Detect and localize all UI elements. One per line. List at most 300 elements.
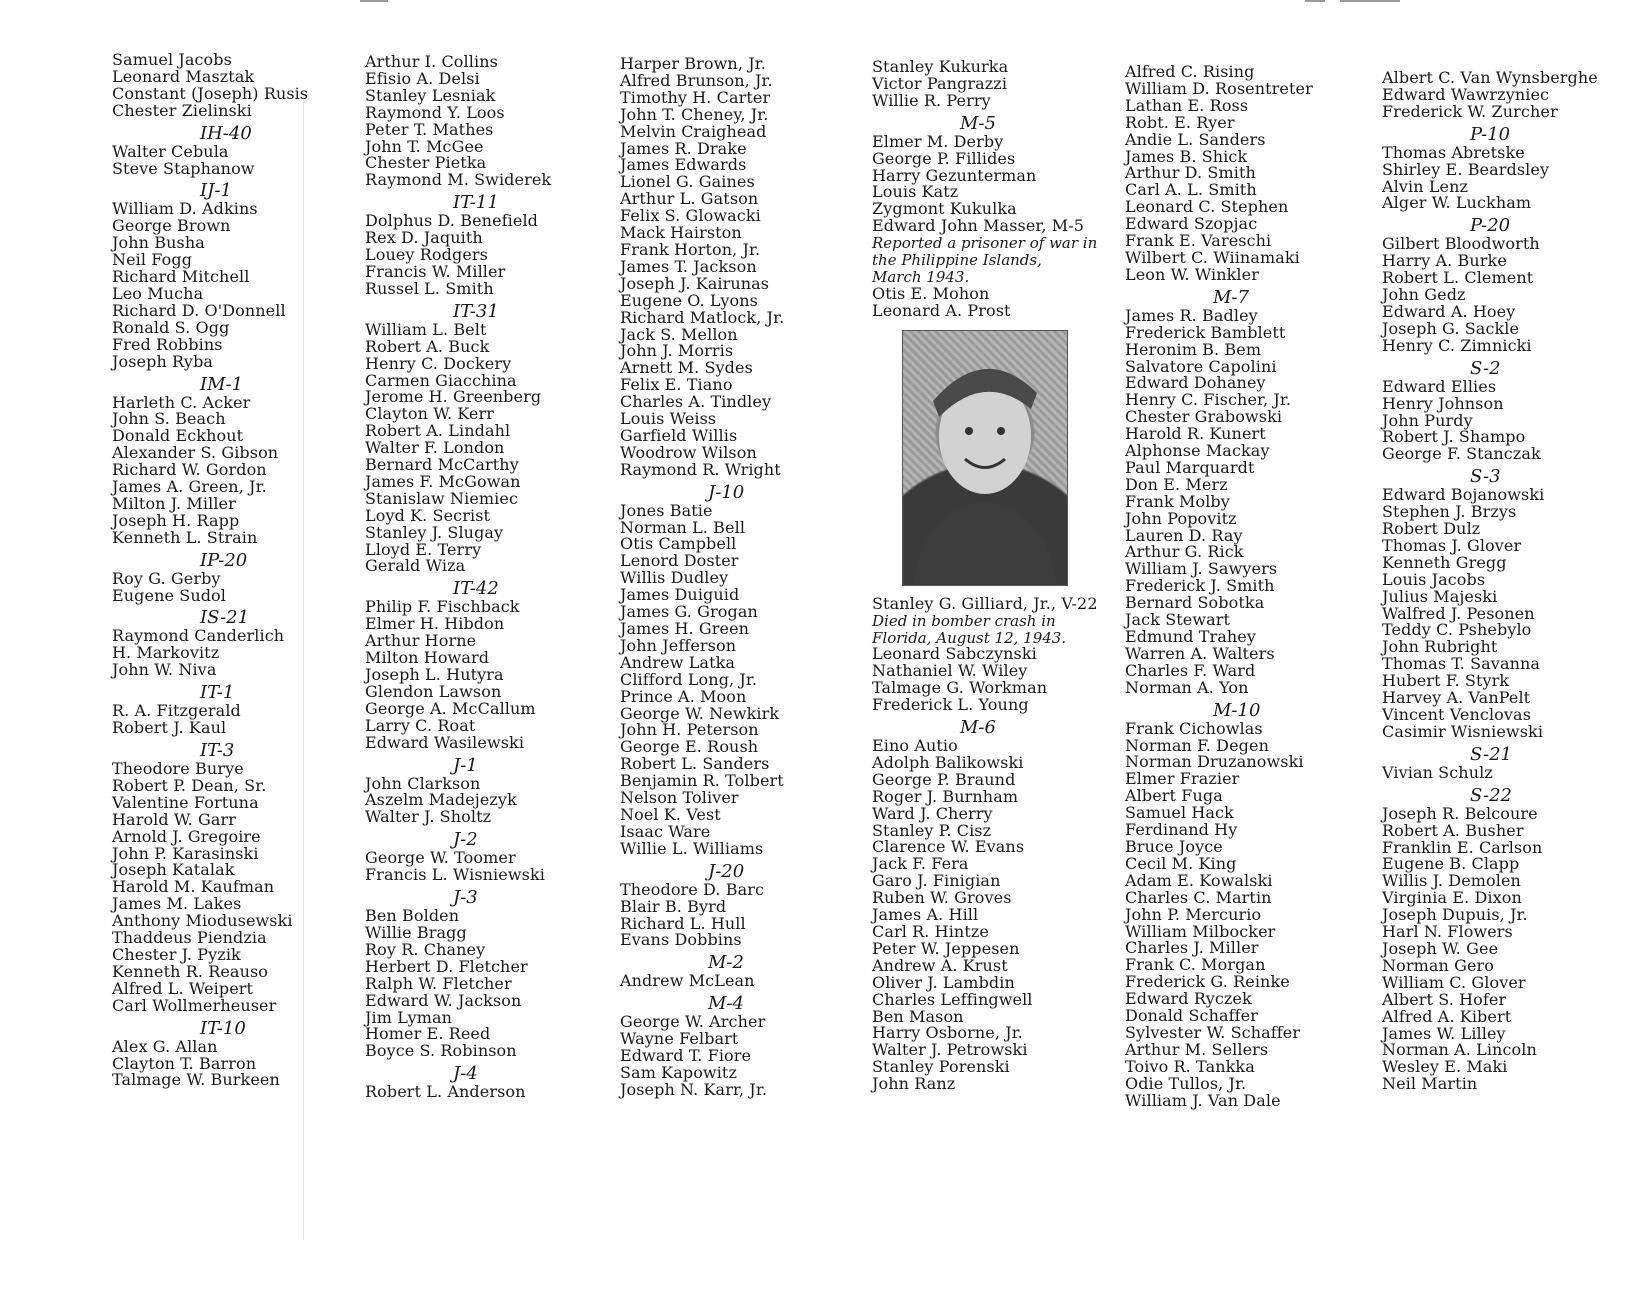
person-name: Chester J. Pyzik xyxy=(112,944,241,964)
person-name: Willie L. Williams xyxy=(620,838,764,858)
name-column-6 xyxy=(1382,70,1632,1093)
person-name: Philip F. Fischback xyxy=(365,597,520,617)
person-name: Leonard A. Prost xyxy=(872,300,1011,320)
person-name: James H. Green xyxy=(620,619,750,638)
person-name: Andrew Latka xyxy=(620,652,736,672)
person-name: John J. Morris xyxy=(620,341,734,361)
person-name: Clayton T. Barron xyxy=(112,1053,257,1073)
person-name: Henry C. Zimnicki xyxy=(1382,335,1532,355)
person-name: Talmage G. Workman xyxy=(872,678,1048,698)
unit-heading: IH-40 xyxy=(200,122,252,144)
person-name: Melvin Craighead xyxy=(620,121,767,141)
person-name: Alphonse Mackay xyxy=(1125,441,1270,461)
person-name: Robt. E. Ryer xyxy=(1125,112,1235,132)
person-name: John Gedz xyxy=(1382,285,1466,305)
person-name: Richard Matlock, Jr. xyxy=(620,307,785,327)
unit-heading: J-1 xyxy=(453,754,478,776)
person-name: Ferdinand Hy xyxy=(1125,820,1238,840)
person-name: Eugene B. Clapp xyxy=(1382,854,1520,874)
person-name: Zygmont Kukulka xyxy=(872,199,1017,219)
person-name: Edward Ellies xyxy=(1382,376,1497,396)
unit-heading: IJ-1 xyxy=(200,180,232,202)
person-name: William C. Glover xyxy=(1382,972,1526,992)
person-name: Edward Szopjac xyxy=(1125,214,1258,234)
person-name: Gilbert Bloodworth xyxy=(1382,234,1540,254)
person-name: Joseph R. Belcoure xyxy=(1382,803,1538,823)
person-name: James G. Grogan xyxy=(620,602,758,622)
unit-heading: IT-10 xyxy=(200,1017,246,1039)
person-name: Albert C. Van Wynsberghe xyxy=(1382,68,1598,87)
person-name: Clifford Long, Jr. xyxy=(620,669,758,689)
person-name: Arthur M. Sellers xyxy=(1125,1039,1269,1059)
person-name: William J. Sawyers xyxy=(1125,559,1278,579)
person-name: Joseph L. Hutyra xyxy=(365,665,504,684)
person-name: George E. Roush xyxy=(620,737,759,757)
unit-heading: S-21 xyxy=(1470,743,1512,765)
person-name: Walter J. Petrowski xyxy=(872,1040,1028,1060)
person-name: Frank Molby xyxy=(1125,491,1230,511)
person-name: Edward Dohaney xyxy=(1125,373,1266,393)
person-name: James W. Lilley xyxy=(1382,1023,1506,1043)
person-name: Shirley E. Beardsley xyxy=(1382,159,1550,179)
person-name: Joseph N. Karr, Jr. xyxy=(620,1079,768,1099)
person-name: Otis E. Mohon xyxy=(872,283,990,303)
person-name: Jack S. Mellon xyxy=(620,324,738,344)
person-name: Bernard McCarthy xyxy=(365,455,519,475)
person-name: Robert L. Clement xyxy=(1382,268,1534,288)
person-name: Harold R. Kunert xyxy=(1125,424,1266,444)
unit-heading: M-7 xyxy=(1213,286,1249,308)
person-name: Alfred A. Kibert xyxy=(1382,1006,1512,1026)
unit-heading: J-3 xyxy=(453,887,478,909)
person-name: Harry Gezunterman xyxy=(872,165,1037,185)
person-name: John Busha xyxy=(112,233,205,253)
person-name: Neil Martin xyxy=(1382,1074,1478,1094)
person-name: Julius Majeski xyxy=(1382,586,1498,606)
person-name: Ronald S. Ogg xyxy=(112,317,230,337)
person-name: Frank Horton, Jr. xyxy=(620,239,761,259)
person-name: Harvey A. VanPelt xyxy=(1382,688,1531,708)
person-name: Frank Cichowlas xyxy=(1125,718,1263,738)
person-name: Paul Marquardt xyxy=(1125,457,1255,477)
person-name: Jack F. Fera xyxy=(872,854,969,874)
person-name: Prince A. Moon xyxy=(620,686,747,706)
person-name: Chester Pietka xyxy=(365,153,487,173)
person-name: Nelson Toliver xyxy=(620,788,739,808)
person-name: John T. Cheney, Jr. xyxy=(620,104,769,124)
unit-heading: S-3 xyxy=(1470,466,1501,488)
person-name: Carl Wollmerheuser xyxy=(112,995,277,1015)
caption-note: March 1943. xyxy=(872,267,970,286)
person-name: John Jefferson xyxy=(620,635,737,655)
person-name: Thomas J. Glover xyxy=(1382,535,1522,555)
unit-heading: J-10 xyxy=(708,481,745,503)
person-name: Robert A. Buck xyxy=(365,336,490,356)
person-name: Robert J. Shampo xyxy=(1382,427,1526,447)
person-name: Ben Bolden xyxy=(365,906,460,926)
person-name: James A. Hill xyxy=(872,905,979,925)
person-name: Arthur G. Rick xyxy=(1125,542,1244,562)
person-name: Stanley Kukurka xyxy=(872,57,1009,76)
person-name: Walter J. Sholtz xyxy=(365,807,492,827)
person-name: George F. Stanczak xyxy=(1382,444,1541,464)
person-name: William D. Rosentreter xyxy=(1125,78,1313,98)
person-name: Leonard C. Stephen xyxy=(1125,197,1289,217)
person-name: James Edwards xyxy=(620,155,747,175)
unit-heading: IT-3 xyxy=(200,740,235,761)
person-name: Edward Ryczek xyxy=(1125,989,1252,1009)
person-name: John Clarkson xyxy=(365,773,481,793)
person-name: Garfield Willis xyxy=(620,425,738,445)
person-name: Jerome H. Greenberg xyxy=(365,387,542,407)
person-name: Carmen Giacchina xyxy=(365,370,517,390)
person-name: Samuel Hack xyxy=(1125,803,1234,823)
person-name: Louey Rodgers xyxy=(365,245,488,265)
unit-heading: J-20 xyxy=(708,860,745,882)
unit-heading: S-22 xyxy=(1470,784,1512,806)
person-name: Joseph H. Rapp xyxy=(112,510,240,530)
person-name: Sylvester W. Schaffer xyxy=(1125,1022,1301,1042)
person-name: Henry Johnson xyxy=(1382,393,1504,413)
unit-heading: P-20 xyxy=(1470,215,1511,237)
person-name: Norman L. Bell xyxy=(620,517,746,537)
person-name: Wilbert C. Wiinamaki xyxy=(1125,247,1300,267)
person-name: Chester Grabowski xyxy=(1125,407,1283,427)
person-name: Dolphus D. Benefield xyxy=(365,211,539,231)
person-name: Homer E. Reed xyxy=(365,1024,491,1044)
person-name: James B. Shick xyxy=(1125,146,1248,166)
person-name: Walter F. London xyxy=(365,438,505,458)
person-name: Norman F. Degen xyxy=(1125,735,1269,755)
person-name: Aszelm Madejezyk xyxy=(365,790,517,810)
person-name: George P. Fillides xyxy=(872,148,1016,168)
soldier-portrait-photo xyxy=(902,330,1068,586)
person-name: Harold W. Garr xyxy=(112,809,237,829)
name-column-3 xyxy=(620,56,870,1099)
person-name: Joseph G. Sackle xyxy=(1382,318,1520,338)
person-name: Edmund Trahey xyxy=(1125,627,1257,646)
person-name: Thomas T. Savanna xyxy=(1382,654,1541,674)
person-name: Louis Jacobs xyxy=(1382,569,1486,589)
person-name: Frank C. Morgan xyxy=(1125,955,1266,975)
person-name: Noel K. Vest xyxy=(620,804,721,824)
person-name: Edward W. Jackson xyxy=(365,990,522,1010)
person-name: Robert L. Anderson xyxy=(365,1082,526,1102)
person-name: Felix E. Tiano xyxy=(620,375,733,395)
person-name: Harold M. Kaufman xyxy=(112,877,275,897)
person-name: Wesley E. Maki xyxy=(1382,1057,1508,1077)
person-name: John H. Peterson xyxy=(620,720,759,740)
person-name: Lloyd E. Terry xyxy=(365,539,482,559)
person-name: Louis Weiss xyxy=(620,409,717,429)
person-name: Stanley G. Gilliard, Jr., V-22 xyxy=(872,593,1098,613)
person-name: Richard D. O'Donnell xyxy=(112,300,286,320)
person-name: Andrew McLean xyxy=(620,971,755,991)
person-name: Jim Lyman xyxy=(365,1007,453,1027)
person-name: Kenneth L. Strain xyxy=(112,527,258,547)
person-name: Milton Howard xyxy=(365,648,490,668)
person-name: Jack Stewart xyxy=(1125,610,1231,630)
person-name: Eugene O. Lyons xyxy=(620,290,758,310)
person-name: Joseph Katalak xyxy=(112,860,235,880)
person-name: Francis L. Wisniewski xyxy=(365,865,545,885)
person-name: Edward Wasilewski xyxy=(365,732,525,752)
person-name: Willie R. Perry xyxy=(872,90,991,110)
person-name: Warren A. Walters xyxy=(1125,643,1275,663)
person-name: Roger J. Burnham xyxy=(872,786,1019,806)
person-name: Fred Robbins xyxy=(112,334,223,354)
person-name: Carl A. L. Smith xyxy=(1125,180,1257,200)
person-name: Charles F. Ward xyxy=(1125,660,1256,680)
person-name: James R. Badley xyxy=(1125,305,1258,325)
person-name: Raymond M. Swiderek xyxy=(365,170,552,190)
person-name: James F. McGowan xyxy=(365,471,521,491)
person-name: Edward A. Hoey xyxy=(1382,301,1516,321)
person-name: Robert P. Dean, Sr. xyxy=(112,775,267,795)
person-name: Arthur L. Gatson xyxy=(620,189,759,209)
person-name: Talmage W. Burkeen xyxy=(112,1070,280,1090)
person-name: George W. Newkirk xyxy=(620,703,780,723)
person-name: Mack Hairston xyxy=(620,223,742,243)
person-name: Victor Pangrazzi xyxy=(872,73,1008,93)
unit-heading: M-10 xyxy=(1213,699,1261,721)
person-name: Adam E. Kowalski xyxy=(1125,870,1273,890)
person-name: Toivo R. Tankka xyxy=(1125,1056,1255,1076)
person-name: Franklin E. Carlson xyxy=(1382,837,1543,857)
person-name: Joseph Ryba xyxy=(112,351,214,371)
person-name: Alfred Brunson, Jr. xyxy=(620,70,773,90)
person-name: Efisio A. Delsi xyxy=(365,68,480,88)
person-name: Norman A. Lincoln xyxy=(1382,1040,1537,1060)
person-name: Norman A. Yon xyxy=(1125,677,1249,697)
person-name: Carl R. Hintze xyxy=(872,922,989,941)
person-name: Stanley Lesniak xyxy=(365,85,496,105)
person-name: Frederick J. Smith xyxy=(1125,576,1275,596)
person-name: Oliver J. Lambdin xyxy=(872,972,1015,992)
person-name: Lenord Doster xyxy=(620,551,739,571)
person-name: John Ranz xyxy=(872,1074,956,1094)
person-name: Adolph Balikowski xyxy=(872,752,1024,772)
person-name: Walfred J. Pesonen xyxy=(1382,603,1535,623)
person-name: Teddy C. Pshebylo xyxy=(1382,620,1532,640)
person-name: Chester Zielinski xyxy=(112,100,252,120)
person-name: Leonard Sabczynski xyxy=(872,644,1037,664)
person-name: Frederick L. Young xyxy=(872,695,1029,715)
person-name: Arthur Horne xyxy=(365,631,477,651)
person-name: Stanley Porenski xyxy=(872,1057,1010,1077)
person-name: Blair B. Byrd xyxy=(620,896,727,916)
person-name: Casimir Wisniewski xyxy=(1382,721,1544,741)
person-name: Kenneth R. Reauso xyxy=(112,961,269,981)
person-name: John T. McGee xyxy=(365,136,484,156)
person-name: George W. Archer xyxy=(620,1012,766,1032)
person-name: James R. Drake xyxy=(620,138,747,158)
person-name: Richard L. Hull xyxy=(620,913,746,933)
name-column-1 xyxy=(112,52,362,1089)
person-name: Arnett M. Sydes xyxy=(620,358,753,378)
person-name: Ben Mason xyxy=(872,1006,964,1026)
person-name: Harry A. Burke xyxy=(1382,251,1507,271)
person-name: Clarence W. Evans xyxy=(872,837,1025,857)
person-name: Robert A. Busher xyxy=(1382,820,1524,840)
person-name: Walter Cebula xyxy=(112,141,229,161)
person-name: Jones Batie xyxy=(620,500,713,520)
unit-heading: IP-20 xyxy=(200,549,248,571)
caption-note: Reported a prisoner of war in xyxy=(872,234,1098,253)
person-name: Gerald Wiza xyxy=(365,556,466,576)
person-name: Frederick Bamblett xyxy=(1125,322,1286,342)
person-name: Andie L. Sanders xyxy=(1125,129,1266,149)
person-name: Joseph W. Gee xyxy=(1382,938,1499,958)
caption-note: Florida, August 12, 1943. xyxy=(872,628,1067,647)
person-name: Bruce Joyce xyxy=(1125,836,1223,856)
person-name: Lionel G. Gaines xyxy=(620,172,755,192)
person-name: Kenneth Gregg xyxy=(1382,552,1507,572)
person-name: Alex G. Allan xyxy=(112,1036,218,1056)
person-name: Edward Wawrzyniec xyxy=(1382,84,1550,104)
person-name: Samuel Jacobs xyxy=(112,50,232,69)
person-name: Charles Leffingwell xyxy=(872,989,1033,1009)
person-name: Eino Autio xyxy=(872,736,958,756)
person-name: Isaac Ware xyxy=(620,821,711,841)
caption-note: Died in bomber crash in xyxy=(872,611,1056,630)
person-name: Harry Osborne, Jr. xyxy=(872,1023,1023,1043)
person-name: Stanley P. Cisz xyxy=(872,820,992,840)
person-name: Steve Staphanow xyxy=(112,158,255,178)
person-name: Odie Tullos, Jr. xyxy=(1125,1073,1247,1093)
person-name: Ralph W. Fletcher xyxy=(365,973,512,993)
person-name: Otis Campbell xyxy=(620,534,737,554)
person-name: Loyd K. Secrist xyxy=(365,505,491,525)
person-name: William Milbocker xyxy=(1125,921,1276,941)
person-name: Wayne Felbart xyxy=(620,1029,739,1049)
person-name: Elmer Frazier xyxy=(1125,769,1240,789)
person-name: Arthur I. Collins xyxy=(365,52,498,71)
person-name: Robert Dulz xyxy=(1382,519,1481,539)
person-name: Joseph J. Kairunas xyxy=(620,273,770,293)
unit-heading: P-10 xyxy=(1470,123,1511,145)
person-name: Norman Gero xyxy=(1382,955,1495,975)
person-name: Ruben W. Groves xyxy=(872,888,1012,908)
person-name: Louis Katz xyxy=(872,182,959,202)
person-name: Hubert F. Styrk xyxy=(1382,671,1510,691)
person-name: Valentine Fortuna xyxy=(112,792,259,812)
person-name: Donald Eckhout xyxy=(112,426,244,446)
person-name: Ward J. Cherry xyxy=(872,803,993,823)
person-name: Leon W. Winkler xyxy=(1125,264,1259,284)
unit-heading: S-2 xyxy=(1470,357,1501,379)
person-name: Willis J. Demolen xyxy=(1382,871,1521,891)
person-name: John P. Karasinski xyxy=(112,843,259,863)
person-name: Peter T. Mathes xyxy=(365,119,494,139)
person-name: Evans Dobbins xyxy=(620,930,742,950)
person-name: Lathan E. Ross xyxy=(1125,95,1249,115)
person-name: Charles J. Miller xyxy=(1125,938,1259,958)
person-name: Edward John Masser, M-5 xyxy=(872,216,1085,236)
person-name: Alexander S. Gibson xyxy=(112,443,279,463)
person-name: Vincent Venclovas xyxy=(1382,705,1532,724)
person-name: Alfred L. Weipert xyxy=(112,978,254,998)
person-name: John Purdy xyxy=(1382,410,1473,430)
person-name: Benjamin R. Tolbert xyxy=(620,771,784,791)
person-name: Elmer M. Derby xyxy=(872,131,1004,151)
person-name: Stephen J. Brzys xyxy=(1382,502,1517,522)
person-name: Henry C. Fischer, Jr. xyxy=(1125,390,1292,410)
person-name: Donald Schaffer xyxy=(1125,1006,1258,1026)
person-name: Willis Dudley xyxy=(620,568,729,588)
person-name: Francis W. Miller xyxy=(365,261,506,281)
unit-heading: IT-42 xyxy=(453,578,499,600)
page-edge-marks xyxy=(0,0,1648,4)
person-name: Harleth C. Acker xyxy=(112,392,251,412)
unit-heading: IT-31 xyxy=(453,300,499,322)
person-name: Albert Fuga xyxy=(1125,786,1223,806)
unit-heading: J-4 xyxy=(453,1063,478,1085)
person-name: Rex D. Jaquith xyxy=(365,228,483,248)
unit-heading: IS-21 xyxy=(200,607,250,629)
name-column-2 xyxy=(365,54,615,1101)
person-name: Thaddeus Piendzia xyxy=(112,928,267,948)
unit-heading: M-4 xyxy=(708,993,744,1015)
person-name: Harper Brown, Jr. xyxy=(620,54,766,73)
unit-heading: IT-11 xyxy=(453,192,499,214)
person-name: Frederick W. Zurcher xyxy=(1382,101,1558,121)
person-name: Arnold J. Gregoire xyxy=(112,826,261,846)
person-name: James A. Green, Jr. xyxy=(112,477,267,497)
name-column-5 xyxy=(1125,64,1375,1109)
person-name: Glendon Lawson xyxy=(365,681,502,701)
person-name: Edward Bojanowski xyxy=(1382,485,1545,505)
person-name: Alger W. Luckham xyxy=(1382,193,1532,213)
person-name: Sam Kapowitz xyxy=(620,1062,737,1082)
person-name: Herbert D. Fletcher xyxy=(365,956,528,976)
person-name: Milton J. Miller xyxy=(112,493,236,513)
person-name: Theodore Burye xyxy=(112,759,244,778)
person-name: William J. Van Dale xyxy=(1125,1090,1281,1110)
person-name: Salvatore Capolini xyxy=(1125,356,1277,376)
person-name: William L. Belt xyxy=(365,319,487,339)
caption-note: the Philippine Islands, xyxy=(872,251,1042,270)
person-name: Stanislaw Niemiec xyxy=(365,488,519,508)
person-name: Charles C. Martin xyxy=(1125,887,1272,907)
person-name: Theodore D. Barc xyxy=(620,879,765,899)
person-name: Bernard Sobotka xyxy=(1125,593,1265,613)
unit-heading: M-5 xyxy=(960,112,996,134)
person-name: James M. Lakes xyxy=(112,894,242,914)
person-name: Richard Mitchell xyxy=(112,267,250,287)
person-name: Robert A. Lindahl xyxy=(365,421,511,441)
person-name: Andrew A. Krust xyxy=(872,955,1008,975)
person-name: Willie Bragg xyxy=(365,922,467,942)
person-name: Timothy H. Carter xyxy=(620,87,771,107)
person-name: Clayton W. Kerr xyxy=(365,404,494,424)
person-name: James Duiguid xyxy=(620,585,740,605)
person-name: R. A. Fitzgerald xyxy=(112,701,241,721)
person-name: Albert S. Hofer xyxy=(1382,989,1507,1009)
person-name: James T. Jackson xyxy=(620,256,757,276)
person-name: Raymond R. Wright xyxy=(620,459,781,479)
person-name: Robert L. Sanders xyxy=(620,754,770,774)
person-name: Arthur D. Smith xyxy=(1125,163,1256,183)
person-name: Garo J. Finigian xyxy=(872,871,1001,891)
person-name: Nathaniel W. Wiley xyxy=(872,661,1028,681)
person-name: Harl N. Flowers xyxy=(1382,922,1513,942)
person-name: Frederick G. Reinke xyxy=(1125,972,1290,992)
person-name: Lauren D. Ray xyxy=(1125,525,1243,545)
person-name: George Brown xyxy=(112,216,231,236)
person-name: Leo Mucha xyxy=(112,283,204,303)
person-name: Alfred C. Rising xyxy=(1125,62,1255,81)
